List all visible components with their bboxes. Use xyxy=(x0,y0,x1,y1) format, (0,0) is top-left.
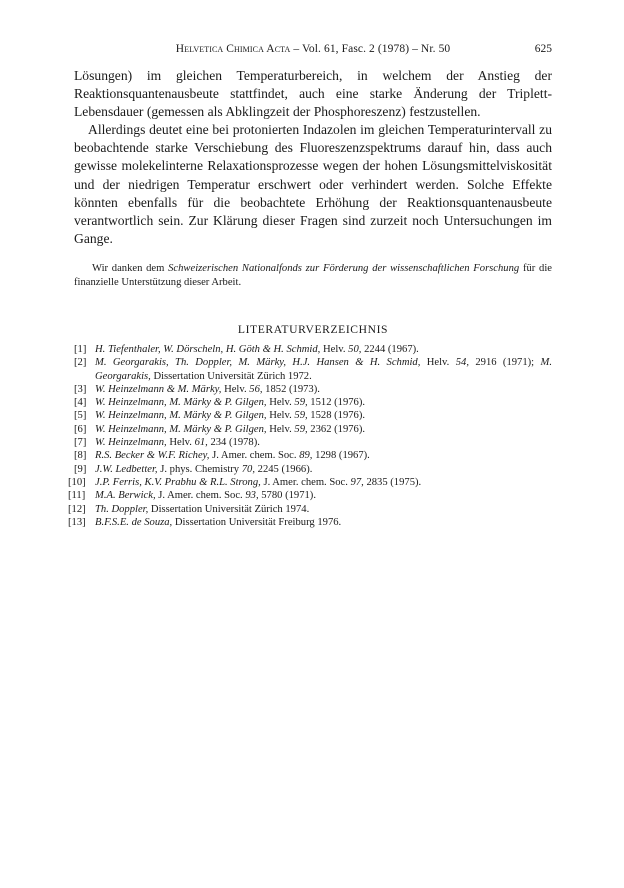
reference-number: [2] xyxy=(74,357,87,369)
reference-authors: W. Heinzelmann, M. Märky & P. Gilgen, xyxy=(95,410,267,422)
reference-volume: 93, xyxy=(245,490,259,502)
reference-item xyxy=(74,463,552,476)
reference-volume: 50, xyxy=(348,344,362,355)
reference-journal: Helv. xyxy=(266,423,295,435)
journal-name: Helvetica Chimica Acta xyxy=(175,43,291,55)
references-title: LITERATURVERZEICHNIS xyxy=(237,323,389,336)
reference-authors: M.A. Berwick, xyxy=(95,490,156,502)
running-head xyxy=(74,42,552,56)
paragraph-2: Allerdings deutet eine bei protonierten Indazolen im gleichen Temperaturintervall zu beobachtende starke Verschiebung des Fluoreszenzspektrums darauf hin, dass auch gewisse molekelinterne Relaxationsprozesse wegen der hohen Lösungsmittelviskosität und der niedrigen Temperatur erschwert oder verhindert werden. Solche Effekte könnten ebenfalls für die beobachtete Erhöhung der Reaktionsquantenausbeute verantwortlich sein. Zur Klärung dieser Fragen sind zurzeit noch Untersuchungen im Gange. xyxy=(74,122,552,246)
reference-pages: 2916 (1971); xyxy=(468,357,541,369)
reference-thesis: Dissertation Universität Freiburg 1976. xyxy=(172,516,342,528)
reference-journal: Helv. xyxy=(166,437,195,449)
reference-authors: W. Heinzelmann, M. Märky & P. Gilgen, xyxy=(95,397,267,409)
reference-authors: J.W. Ledbetter, xyxy=(95,463,158,475)
reference-item xyxy=(74,449,552,462)
reference-number: [9] xyxy=(74,463,87,475)
reference-number: [7] xyxy=(74,437,87,449)
reference-item xyxy=(74,383,552,396)
acknowledgement xyxy=(74,262,552,290)
reference-item xyxy=(74,423,552,436)
reference-authors: R.S. Becker & W.F. Richey, xyxy=(95,450,210,462)
reference-authors: W. Heinzelmann, M. Märky & P. Gilgen, xyxy=(95,423,267,435)
reference-pages: 1852 (1973). xyxy=(262,383,320,395)
reference-authors-2: M. Georgarakis, xyxy=(95,357,552,382)
reference-journal: J. Amer. chem. Soc. xyxy=(155,490,246,502)
reference-journal: Helv. xyxy=(320,344,349,355)
reference-number: [13] xyxy=(68,516,86,528)
page-number: 625 xyxy=(534,43,552,55)
page-header xyxy=(74,42,552,56)
reference-item xyxy=(68,476,552,489)
reference-pages: 1512 (1976). xyxy=(307,397,366,409)
reference-item xyxy=(74,409,552,422)
reference-journal: Helv. xyxy=(420,357,456,369)
reference-pages: 2244 (1967). xyxy=(361,344,419,355)
reference-journal: J. phys. Chemistry xyxy=(157,463,242,475)
reference-volume: 59, xyxy=(294,423,308,435)
reference-item xyxy=(68,489,552,502)
reference-item xyxy=(74,436,552,449)
reference-number: [3] xyxy=(74,383,87,395)
issue-info: – Vol. 61, Fasc. 2 (1978) – Nr. 50 xyxy=(290,43,451,55)
reference-item xyxy=(74,396,552,409)
reference-number: [6] xyxy=(74,423,87,435)
reference-pages: 2245 (1966). xyxy=(255,463,313,475)
reference-number: [10] xyxy=(68,476,86,488)
reference-authors: H. Tiefenthaler, W. Dörscheln, H. Göth & H. Schmid, xyxy=(95,344,321,355)
reference-authors: Th. Doppler, xyxy=(95,503,149,515)
reference-journal: Helv. xyxy=(266,410,295,422)
reference-number: [12] xyxy=(68,503,86,515)
reference-pages: 5780 (1971). xyxy=(258,490,316,502)
reference-journal: Helv. xyxy=(266,397,295,409)
ack-pre: Wir danken dem xyxy=(92,263,169,274)
reference-item xyxy=(68,503,552,516)
reference-number: [11] xyxy=(68,490,86,502)
reference-authors: B.F.S.E. de Souza, xyxy=(95,516,173,528)
paragraph-1: Lösungen) im gleichen Temperaturbereich, in welchem der Anstieg der Reaktionsquantenausbeute stattfindet, auch eine starke Änderung der Triplett-Lebensdauer (gemessen als Abklingzeit der Phosphoreszenz) festzustellen. xyxy=(74,68,552,120)
body-text xyxy=(74,67,552,248)
reference-number: [1] xyxy=(74,344,87,355)
reference-item xyxy=(74,343,552,356)
reference-volume: 59, xyxy=(294,410,308,422)
reference-authors: M. Georgarakis, Th. Doppler, M. Märky, H.J. Hansen & H. Schmid, xyxy=(95,357,421,369)
reference-volume: 70, xyxy=(241,463,255,475)
ack-post: für die finanzielle Unterstützung dieser Arbeit. xyxy=(74,263,552,288)
reference-pages: 1298 (1967). xyxy=(312,450,370,462)
reference-item xyxy=(74,356,552,383)
reference-authors: W. Heinzelmann & M. Märky, xyxy=(95,383,222,395)
reference-volume: 97, xyxy=(350,476,364,488)
reference-volume: 61, xyxy=(194,437,208,449)
reference-volume: 54, xyxy=(455,357,469,369)
reference-thesis: Dissertation Universität Zürich 1974. xyxy=(148,503,310,515)
reference-journal: J. Amer. chem. Soc. xyxy=(209,450,300,462)
references-list xyxy=(68,343,552,529)
reference-journal: Helv. xyxy=(221,383,250,395)
reference-pages: 234 (1978). xyxy=(207,437,260,449)
reference-thesis: Dissertation Universität Zürich 1972. xyxy=(150,370,312,382)
reference-authors: J.P. Ferris, K.V. Prabhu & R.L. Strong, xyxy=(95,476,261,488)
reference-journal: J. Amer. chem. Soc. xyxy=(260,476,351,488)
reference-number: [8] xyxy=(74,450,87,462)
reference-pages: 1528 (1976). xyxy=(307,410,366,422)
reference-item xyxy=(68,516,552,529)
reference-number: [4] xyxy=(74,397,87,409)
reference-pages: 2835 (1975). xyxy=(363,476,422,488)
reference-volume: 59, xyxy=(294,397,308,409)
reference-number: [5] xyxy=(74,410,87,422)
reference-authors: W. Heinzelmann, xyxy=(95,437,167,449)
reference-volume: 56, xyxy=(249,383,263,395)
reference-pages: 2362 (1976). xyxy=(307,423,366,435)
reference-volume: 89, xyxy=(299,450,313,462)
ack-funder: Schweizerischen Nationalfonds zur Förderung der wissenschaftlichen Forschung xyxy=(168,263,520,274)
